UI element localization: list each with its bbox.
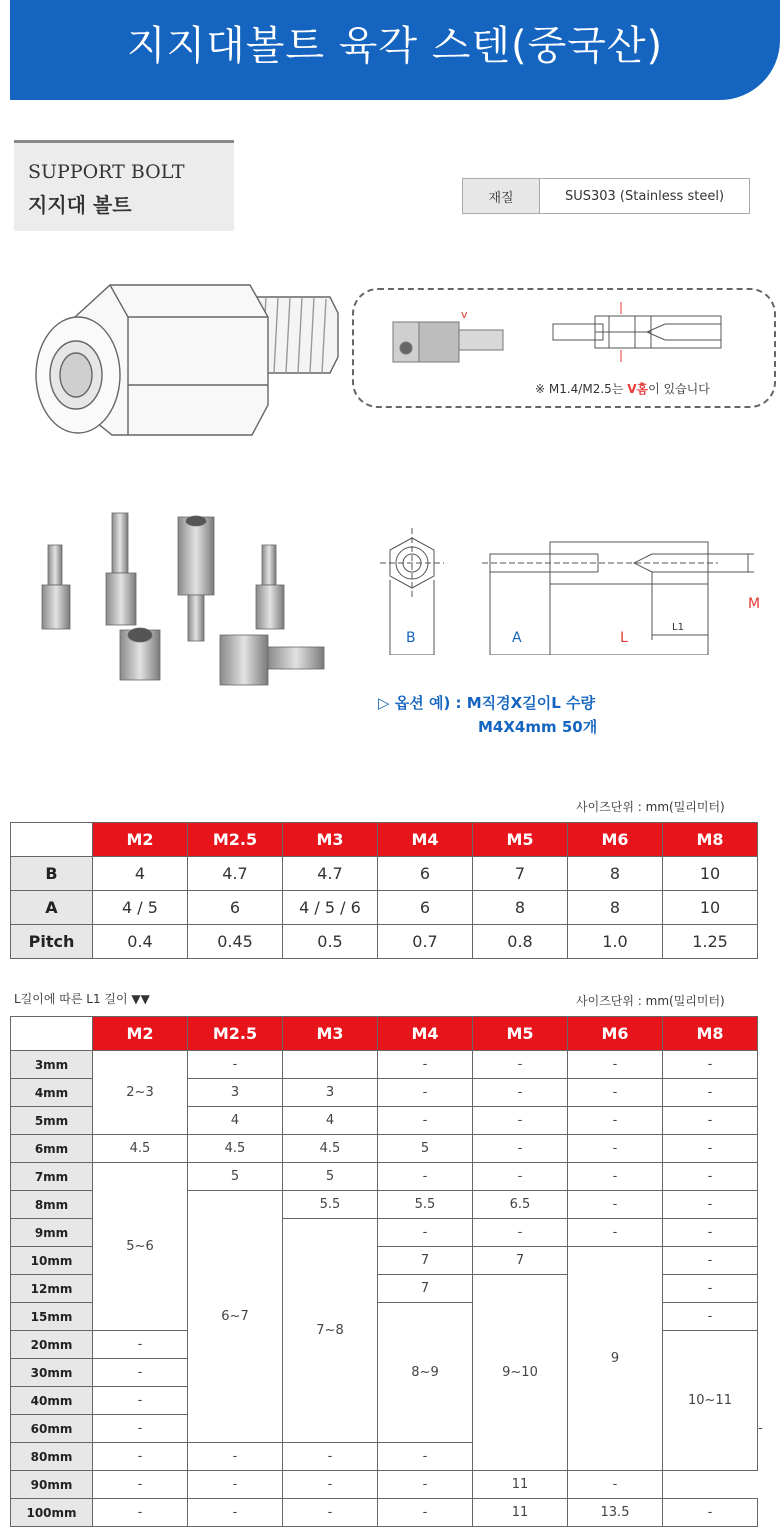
- table-cell: -: [283, 1443, 378, 1471]
- dimension-label-a: A: [512, 630, 522, 646]
- column-header: M4: [378, 823, 473, 857]
- spec-table-header: [11, 823, 758, 857]
- table-cell: 8: [473, 891, 568, 925]
- table-cell: -: [663, 1079, 758, 1107]
- product-label: [14, 140, 234, 231]
- table-cell: 4.7: [188, 857, 283, 891]
- table-cell: -: [283, 1471, 378, 1499]
- table-cell: -: [378, 1107, 473, 1135]
- column-header: M2.5: [188, 823, 283, 857]
- table-cell: -: [568, 1135, 663, 1163]
- column-header: M4: [378, 1017, 473, 1051]
- table-cell: 5~6: [93, 1163, 188, 1331]
- l1-corner: [11, 1017, 93, 1051]
- table-cell: -: [568, 1079, 663, 1107]
- table-cell: -: [473, 1051, 568, 1079]
- table-cell: 0.8: [473, 925, 568, 959]
- table-cell: 4.5: [93, 1135, 188, 1163]
- table-cell: -: [378, 1051, 473, 1079]
- table-cell: -: [663, 1219, 758, 1247]
- row-header: A: [11, 891, 93, 925]
- table-cell: 10: [663, 891, 758, 925]
- column-header: M6: [568, 1017, 663, 1051]
- table-cell: 1.0: [568, 925, 663, 959]
- table-cell: 5: [283, 1163, 378, 1191]
- table-cell: -: [473, 1079, 568, 1107]
- table-cell: -: [93, 1443, 188, 1471]
- table-cell: 7: [473, 857, 568, 891]
- table-cell: 5.5: [283, 1191, 378, 1219]
- table-cell: 13.5: [568, 1499, 663, 1527]
- table-cell: -: [93, 1415, 188, 1443]
- table-cell: 0.7: [378, 925, 473, 959]
- column-header: M5: [473, 1017, 568, 1051]
- row-header: 40mm: [11, 1387, 93, 1415]
- table-cell: -: [663, 1499, 758, 1527]
- table-cell: -: [568, 1107, 663, 1135]
- v-groove-note: ※ M1.4/M2.5는 V홈이 있습니다: [535, 382, 710, 396]
- row-header: 8mm: [11, 1191, 93, 1219]
- row-header: 3mm: [11, 1051, 93, 1079]
- table-cell: -: [93, 1359, 188, 1387]
- table-cell: -: [473, 1219, 568, 1247]
- table-cell: 6: [188, 891, 283, 925]
- table-cell: 5.5: [378, 1191, 473, 1219]
- table-cell: 8~9: [378, 1303, 473, 1443]
- dimension-label-b: B: [406, 630, 416, 646]
- table-cell: -: [663, 1051, 758, 1079]
- column-header: M3: [283, 1017, 378, 1051]
- material-value: SUS303 (Stainless steel): [564, 188, 725, 204]
- row-header: 20mm: [11, 1331, 93, 1359]
- table-cell: -: [663, 1191, 758, 1219]
- row-header: 60mm: [11, 1415, 93, 1443]
- table-row: 60mm - -: [11, 1415, 758, 1443]
- dimension-drawing: [362, 520, 772, 655]
- table-cell: -: [188, 1051, 283, 1079]
- page-title: 지지대볼트 육각 스텐(중국산): [126, 23, 664, 69]
- row-header: 15mm: [11, 1303, 93, 1331]
- column-header: M2: [93, 823, 188, 857]
- table-cell: 10: [663, 857, 758, 891]
- column-header: M8: [663, 823, 758, 857]
- table-cell: -: [663, 1303, 758, 1331]
- material-box: [462, 178, 750, 214]
- column-header: M6: [568, 823, 663, 857]
- table-cell: 3: [188, 1079, 283, 1107]
- row-header: 100mm: [11, 1499, 93, 1527]
- table-cell: 7: [378, 1275, 473, 1303]
- table-cell: 1.25: [663, 925, 758, 959]
- table-cell: -: [93, 1387, 188, 1415]
- l1-table-caption: L길이에 따른 L1 길이 ▼▼: [14, 992, 150, 1006]
- row-header: 5mm: [11, 1107, 93, 1135]
- table-row: [11, 1135, 758, 1163]
- table-cell: 8: [568, 857, 663, 891]
- table-cell: 6: [378, 857, 473, 891]
- table-cell: -: [568, 1219, 663, 1247]
- table-cell: 3: [283, 1079, 378, 1107]
- table-cell: -: [283, 1499, 378, 1527]
- unit-label-l1: 사이즈단위 : mm(밀리미터): [576, 994, 725, 1008]
- table-cell: [283, 1051, 378, 1079]
- table-cell: -: [93, 1331, 188, 1359]
- unit-label-spec: 사이즈단위 : mm(밀리미터): [576, 800, 725, 814]
- row-header: 90mm: [11, 1471, 93, 1499]
- row-header: 80mm: [11, 1443, 93, 1471]
- table-cell: 11: [473, 1471, 568, 1499]
- table-cell: 4 / 5: [93, 891, 188, 925]
- table-cell: 0.45: [188, 925, 283, 959]
- row-header: Pitch: [11, 925, 93, 959]
- table-cell: -: [473, 1163, 568, 1191]
- header-banner: [10, 0, 780, 100]
- v-groove-illustration: [385, 300, 765, 380]
- row-header: 4mm: [11, 1079, 93, 1107]
- column-header: M5: [473, 823, 568, 857]
- table-cell: -: [378, 1499, 473, 1527]
- table-cell: 0.5: [283, 925, 378, 959]
- table-cell: 6.5: [473, 1191, 568, 1219]
- table-row: [11, 857, 758, 891]
- table-cell: 4.7: [283, 857, 378, 891]
- table-cell: -: [378, 1443, 473, 1471]
- row-header: 12mm: [11, 1275, 93, 1303]
- table-row: [11, 1163, 758, 1191]
- dimension-label-m: M: [748, 596, 761, 612]
- table-cell: 0.4: [93, 925, 188, 959]
- table-cell: -: [568, 1191, 663, 1219]
- option-example-line2: M4X4mm 50개: [478, 718, 598, 736]
- l1-table-header: [11, 1017, 758, 1051]
- product-label-korean: 지지대 볼트: [28, 193, 132, 217]
- table-cell: -: [378, 1471, 473, 1499]
- material-label: 재질: [463, 179, 540, 213]
- table-cell: 2~3: [93, 1051, 188, 1135]
- dimension-label-l1: L1: [672, 622, 684, 633]
- v-mark-label: v: [461, 308, 468, 321]
- table-cell: 8: [568, 891, 663, 925]
- table-row: [11, 1499, 758, 1527]
- table-cell: 7: [378, 1247, 473, 1275]
- row-header: 10mm: [11, 1247, 93, 1275]
- table-cell: 6: [378, 891, 473, 925]
- table-cell: -: [663, 1163, 758, 1191]
- table-cell: -: [378, 1219, 473, 1247]
- row-header: 6mm: [11, 1135, 93, 1163]
- table-cell: 10~11: [663, 1331, 758, 1471]
- column-header: M2: [93, 1017, 188, 1051]
- table-cell: -: [188, 1471, 283, 1499]
- table-row: [11, 1471, 758, 1499]
- table-cell: 4: [93, 857, 188, 891]
- table-cell: -: [663, 1107, 758, 1135]
- table-cell: 4.5: [188, 1135, 283, 1163]
- table-cell: -: [378, 1079, 473, 1107]
- bolts-photo: [30, 505, 340, 705]
- row-header: B: [11, 857, 93, 891]
- table-cell: -: [663, 1275, 758, 1303]
- row-header: 30mm: [11, 1359, 93, 1387]
- table-cell: -: [568, 1051, 663, 1079]
- table-cell: -: [568, 1163, 663, 1191]
- table-cell: -: [568, 1471, 663, 1499]
- table-cell: 4: [283, 1107, 378, 1135]
- table-cell: -: [473, 1107, 568, 1135]
- product-label-english: SUPPORT BOLT: [28, 161, 185, 183]
- table-cell: 7~8: [283, 1219, 378, 1443]
- spec-table: [10, 822, 758, 959]
- table-cell: 9: [568, 1247, 663, 1471]
- table-cell: -: [188, 1443, 283, 1471]
- table-cell: -: [663, 1247, 758, 1275]
- table-cell: -: [188, 1499, 283, 1527]
- support-bolt-illustration: [20, 255, 340, 470]
- dimension-label-l: L: [620, 630, 628, 646]
- column-header: M3: [283, 823, 378, 857]
- column-header: M8: [663, 1017, 758, 1051]
- table-row: [11, 1051, 758, 1079]
- l1-table: [10, 1016, 763, 1527]
- row-header: 9mm: [11, 1219, 93, 1247]
- column-header: M2.5: [188, 1017, 283, 1051]
- table-cell: 7: [473, 1247, 568, 1275]
- table-cell: 4.5: [283, 1135, 378, 1163]
- table-cell: 4 / 5 / 6: [283, 891, 378, 925]
- option-example-line1: ▷ 옵션 예) : M직경X길이L 수량: [378, 694, 595, 712]
- table-cell: -: [473, 1135, 568, 1163]
- table-cell: 9~10: [473, 1275, 568, 1471]
- table-row: [11, 925, 758, 959]
- table-cell: 5: [188, 1163, 283, 1191]
- table-cell: 4: [188, 1107, 283, 1135]
- table-cell: -: [93, 1499, 188, 1527]
- table-cell: -: [378, 1163, 473, 1191]
- table-row: [11, 891, 758, 925]
- table-cell: 11: [473, 1499, 568, 1527]
- table-cell: -: [663, 1135, 758, 1163]
- table-cell: -: [93, 1471, 188, 1499]
- table-cell: 5: [378, 1135, 473, 1163]
- row-header: 7mm: [11, 1163, 93, 1191]
- spec-corner: [11, 823, 93, 857]
- table-cell: 6~7: [188, 1191, 283, 1443]
